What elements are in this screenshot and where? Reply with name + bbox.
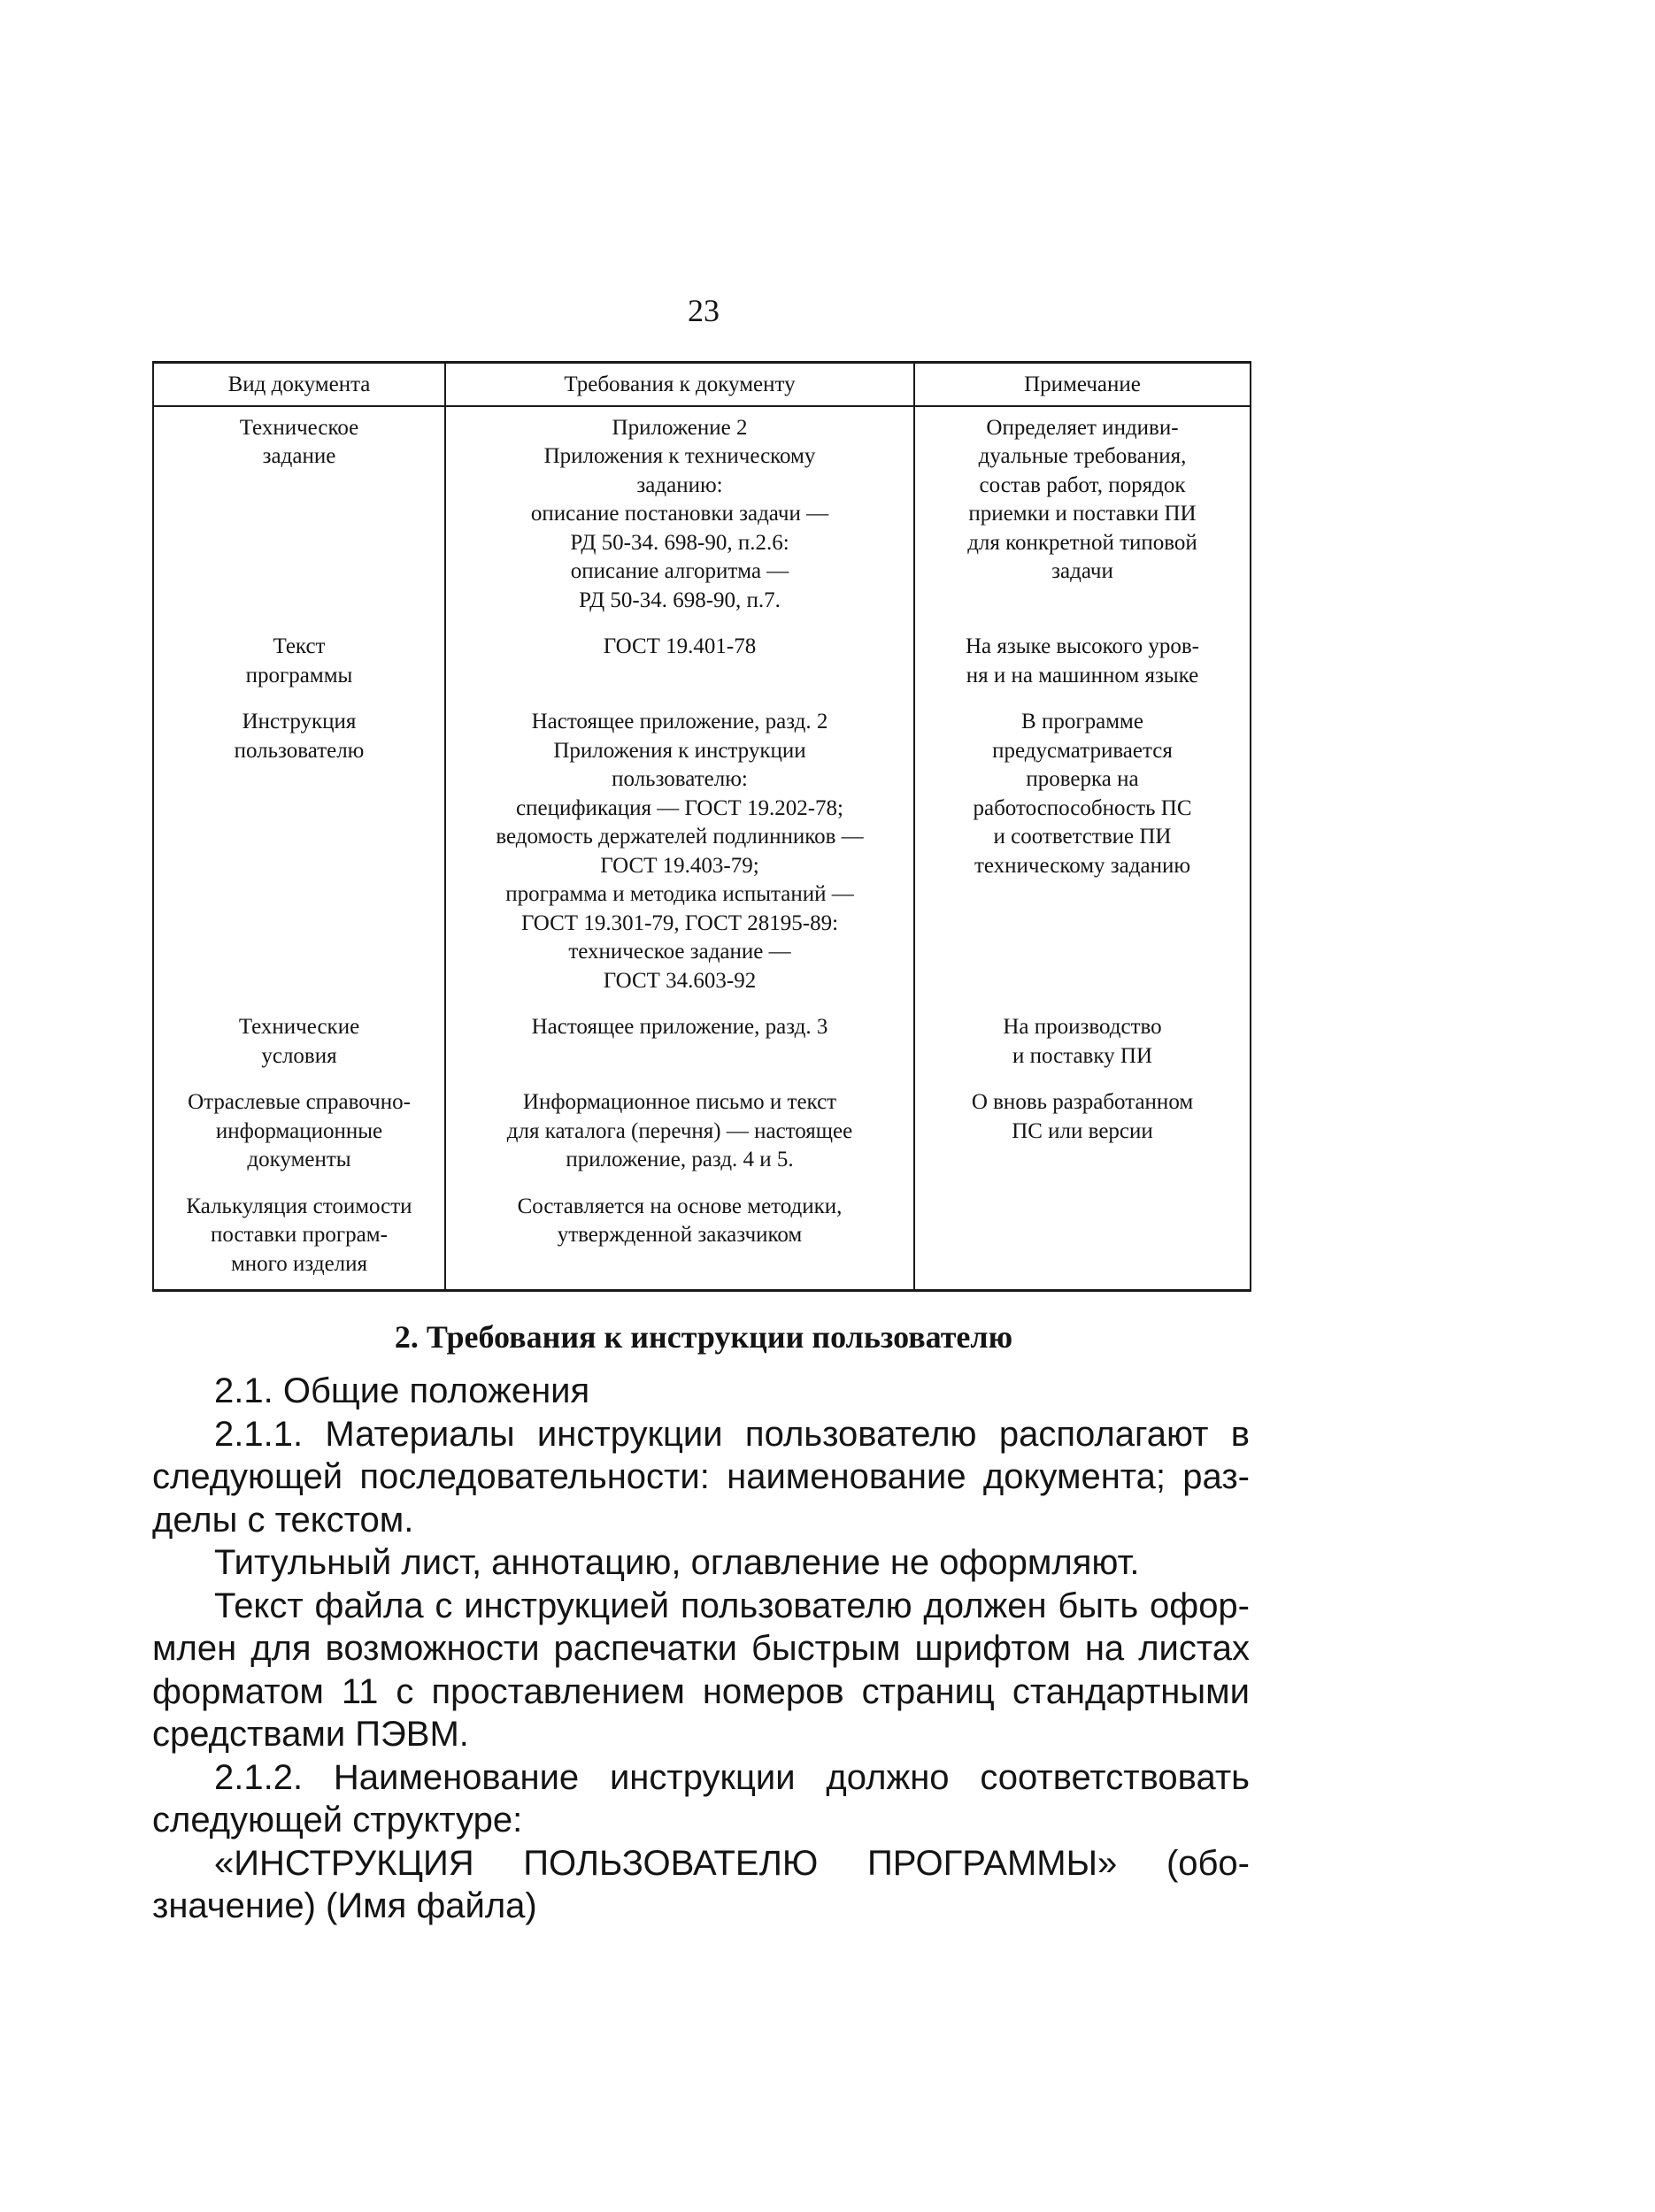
header-doc-type: Вид документа xyxy=(153,363,445,406)
cell-line: О вновь разработанном xyxy=(971,1090,1194,1114)
table-header-row xyxy=(153,363,1251,406)
requirements-cell xyxy=(445,1186,914,1291)
text-line: Текст файла с инструкцией пользователю должен быть офор- xyxy=(214,1586,1250,1625)
cell-line: приложение, разд. 4 и 5. xyxy=(566,1148,794,1171)
paragraph xyxy=(152,1842,1250,1928)
requirements-cell xyxy=(445,406,914,626)
cell-line: документы xyxy=(247,1148,351,1171)
paragraph xyxy=(152,1370,1250,1413)
cell-line: РД 50-34. 698-90, п.7. xyxy=(579,588,781,612)
cell-line: Информационное письмо и текст xyxy=(522,1090,837,1114)
header-note: Примечание xyxy=(914,363,1251,406)
text-line: значение) (Имя файла) xyxy=(152,1886,537,1925)
cell-line: Настоящее приложение, разд. 2 xyxy=(531,710,828,733)
header-requirements: Требования к документу xyxy=(445,363,914,406)
cell-line: Инструкция xyxy=(242,710,357,733)
cell-line: На языке высокого уров- xyxy=(965,634,1200,658)
text-line: млен для возможности распечатки быстрым шрифтом на листах xyxy=(152,1629,1250,1668)
note-cell xyxy=(914,406,1251,626)
table-row xyxy=(153,406,1251,626)
cell-line: и поставку ПИ xyxy=(1012,1043,1152,1068)
cell-line: техническому заданию xyxy=(974,853,1191,878)
cell-line: Калькуляция стоимости xyxy=(186,1194,412,1218)
cell-line: Настоящее приложение, разд. 3 xyxy=(531,1015,828,1039)
table-row xyxy=(153,1186,1251,1291)
cell-line: поставки програм- xyxy=(211,1223,388,1247)
document-requirements-table xyxy=(152,361,1251,1292)
cell-line: Приложения к техническому xyxy=(543,444,816,468)
requirements-cell xyxy=(445,1081,914,1186)
doc-type-cell xyxy=(153,1081,445,1186)
note-cell xyxy=(914,626,1251,701)
cell-line: ГОСТ 34.603-92 xyxy=(603,968,757,993)
cell-line: ГОСТ 19.301-79, ГОСТ 28195-89: xyxy=(520,910,839,935)
note-cell xyxy=(914,701,1251,1006)
doc-type-cell xyxy=(153,626,445,701)
requirements-cell xyxy=(445,626,914,701)
note-cell xyxy=(914,1186,1251,1291)
doc-type-cell xyxy=(153,406,445,626)
cell-line: предусматривается xyxy=(992,738,1173,763)
cell-line: Определяет индиви- xyxy=(986,415,1179,440)
paragraph xyxy=(152,1413,1250,1542)
cell-line: пользователю xyxy=(234,738,365,763)
note-cell xyxy=(914,1006,1251,1081)
cell-line: для конкретной типовой xyxy=(967,530,1197,555)
text-line: следующей структуре: xyxy=(152,1801,523,1839)
cell-line: работоспособность ПС xyxy=(973,795,1192,820)
cell-line: состав работ, порядок xyxy=(979,472,1186,497)
cell-line: спецификация — ГОСТ 19.202-78; xyxy=(516,795,843,820)
cell-line: Составляется на основе методики, xyxy=(517,1194,843,1218)
cell-line: описание постановки задачи — xyxy=(530,502,829,526)
cell-line: На производство xyxy=(1003,1015,1162,1039)
requirements-cell xyxy=(445,1006,914,1081)
table-row xyxy=(153,626,1251,701)
doc-type-cell xyxy=(153,1186,445,1291)
table-row xyxy=(153,1006,1251,1081)
cell-line: заданию: xyxy=(636,472,723,497)
text-line: Титульный лист, аннотацию, оглавление не оформляют. xyxy=(214,1543,1140,1582)
cell-line: Приложения к инструкции xyxy=(553,738,806,763)
paragraph xyxy=(152,1756,1250,1842)
note-cell xyxy=(914,1081,1251,1186)
cell-line: ня и на машинном языке xyxy=(966,663,1199,687)
text-line: следующей последовательности: наименование документа; раз- xyxy=(152,1457,1250,1496)
cell-line: задание xyxy=(262,444,336,468)
cell-line: Техническое xyxy=(239,415,359,440)
cell-line: Приложение 2 xyxy=(612,415,748,440)
cell-line: ГОСТ 19.403-79; xyxy=(600,853,759,878)
text-line: 2.1.1. Материалы инструкции пользователю располагают в xyxy=(214,1414,1250,1454)
cell-line: программа и методика испытаний — xyxy=(505,882,854,906)
paragraph xyxy=(152,1585,1250,1756)
requirements-cell xyxy=(445,701,914,1006)
cell-line: задачи xyxy=(1051,559,1113,583)
cell-line: программы xyxy=(245,663,353,687)
text-line: «ИНСТРУКЦИЯ ПОЛЬЗОВАТЕЛЮ ПРОГРАММЫ» (обо- xyxy=(214,1843,1250,1883)
table-row xyxy=(153,1081,1251,1186)
text-line: средствами ПЭВМ. xyxy=(152,1715,469,1754)
cell-line: ведомость держателей подлинников — xyxy=(496,825,864,849)
cell-line: проверка на xyxy=(1026,767,1139,791)
doc-type-cell xyxy=(153,701,445,1006)
table-row xyxy=(153,701,1251,1006)
cell-line: РД 50-34. 698-90, п.2.6: xyxy=(570,530,789,555)
cell-line: Текст xyxy=(273,634,326,658)
cell-line: Технические xyxy=(238,1015,360,1039)
cell-line: информационные xyxy=(215,1118,383,1143)
cell-line: для каталога (перечня) — настоящее xyxy=(506,1118,853,1143)
cell-line: В программе xyxy=(1021,710,1143,733)
text-line: 2.1.2. Наименование инструкции должно соответствовать xyxy=(214,1757,1250,1797)
cell-line: ПС или версии xyxy=(1012,1118,1153,1143)
cell-line: описание алгоритма — xyxy=(570,559,789,583)
cell-line: пользователю: xyxy=(612,767,748,791)
cell-line: условия xyxy=(261,1043,337,1068)
cell-line: техническое задание — xyxy=(568,940,791,964)
cell-line: и соответствие ПИ xyxy=(993,825,1172,849)
text-line: форматом 11 с проставлением номеров страниц стандартными xyxy=(152,1671,1250,1711)
page-number: 23 xyxy=(688,293,720,328)
cell-line: Отраслевые справочно- xyxy=(188,1090,411,1114)
cell-line: ГОСТ 19.401-78 xyxy=(603,634,757,658)
body-text xyxy=(152,1370,1250,1928)
cell-line: дуальные требования, xyxy=(978,444,1187,468)
doc-type-cell xyxy=(153,1006,445,1081)
cell-line: приемки и поставки ПИ xyxy=(968,502,1197,526)
text-line: 2.1. Общие положения xyxy=(214,1371,590,1410)
section-heading: 2. Требования к инструкции пользователю xyxy=(394,1319,1013,1355)
text-line: делы с текстом. xyxy=(152,1500,414,1540)
cell-line: утвержденной заказчиком xyxy=(557,1223,803,1247)
cell-line: много изделия xyxy=(230,1251,368,1276)
paragraph xyxy=(152,1541,1250,1585)
